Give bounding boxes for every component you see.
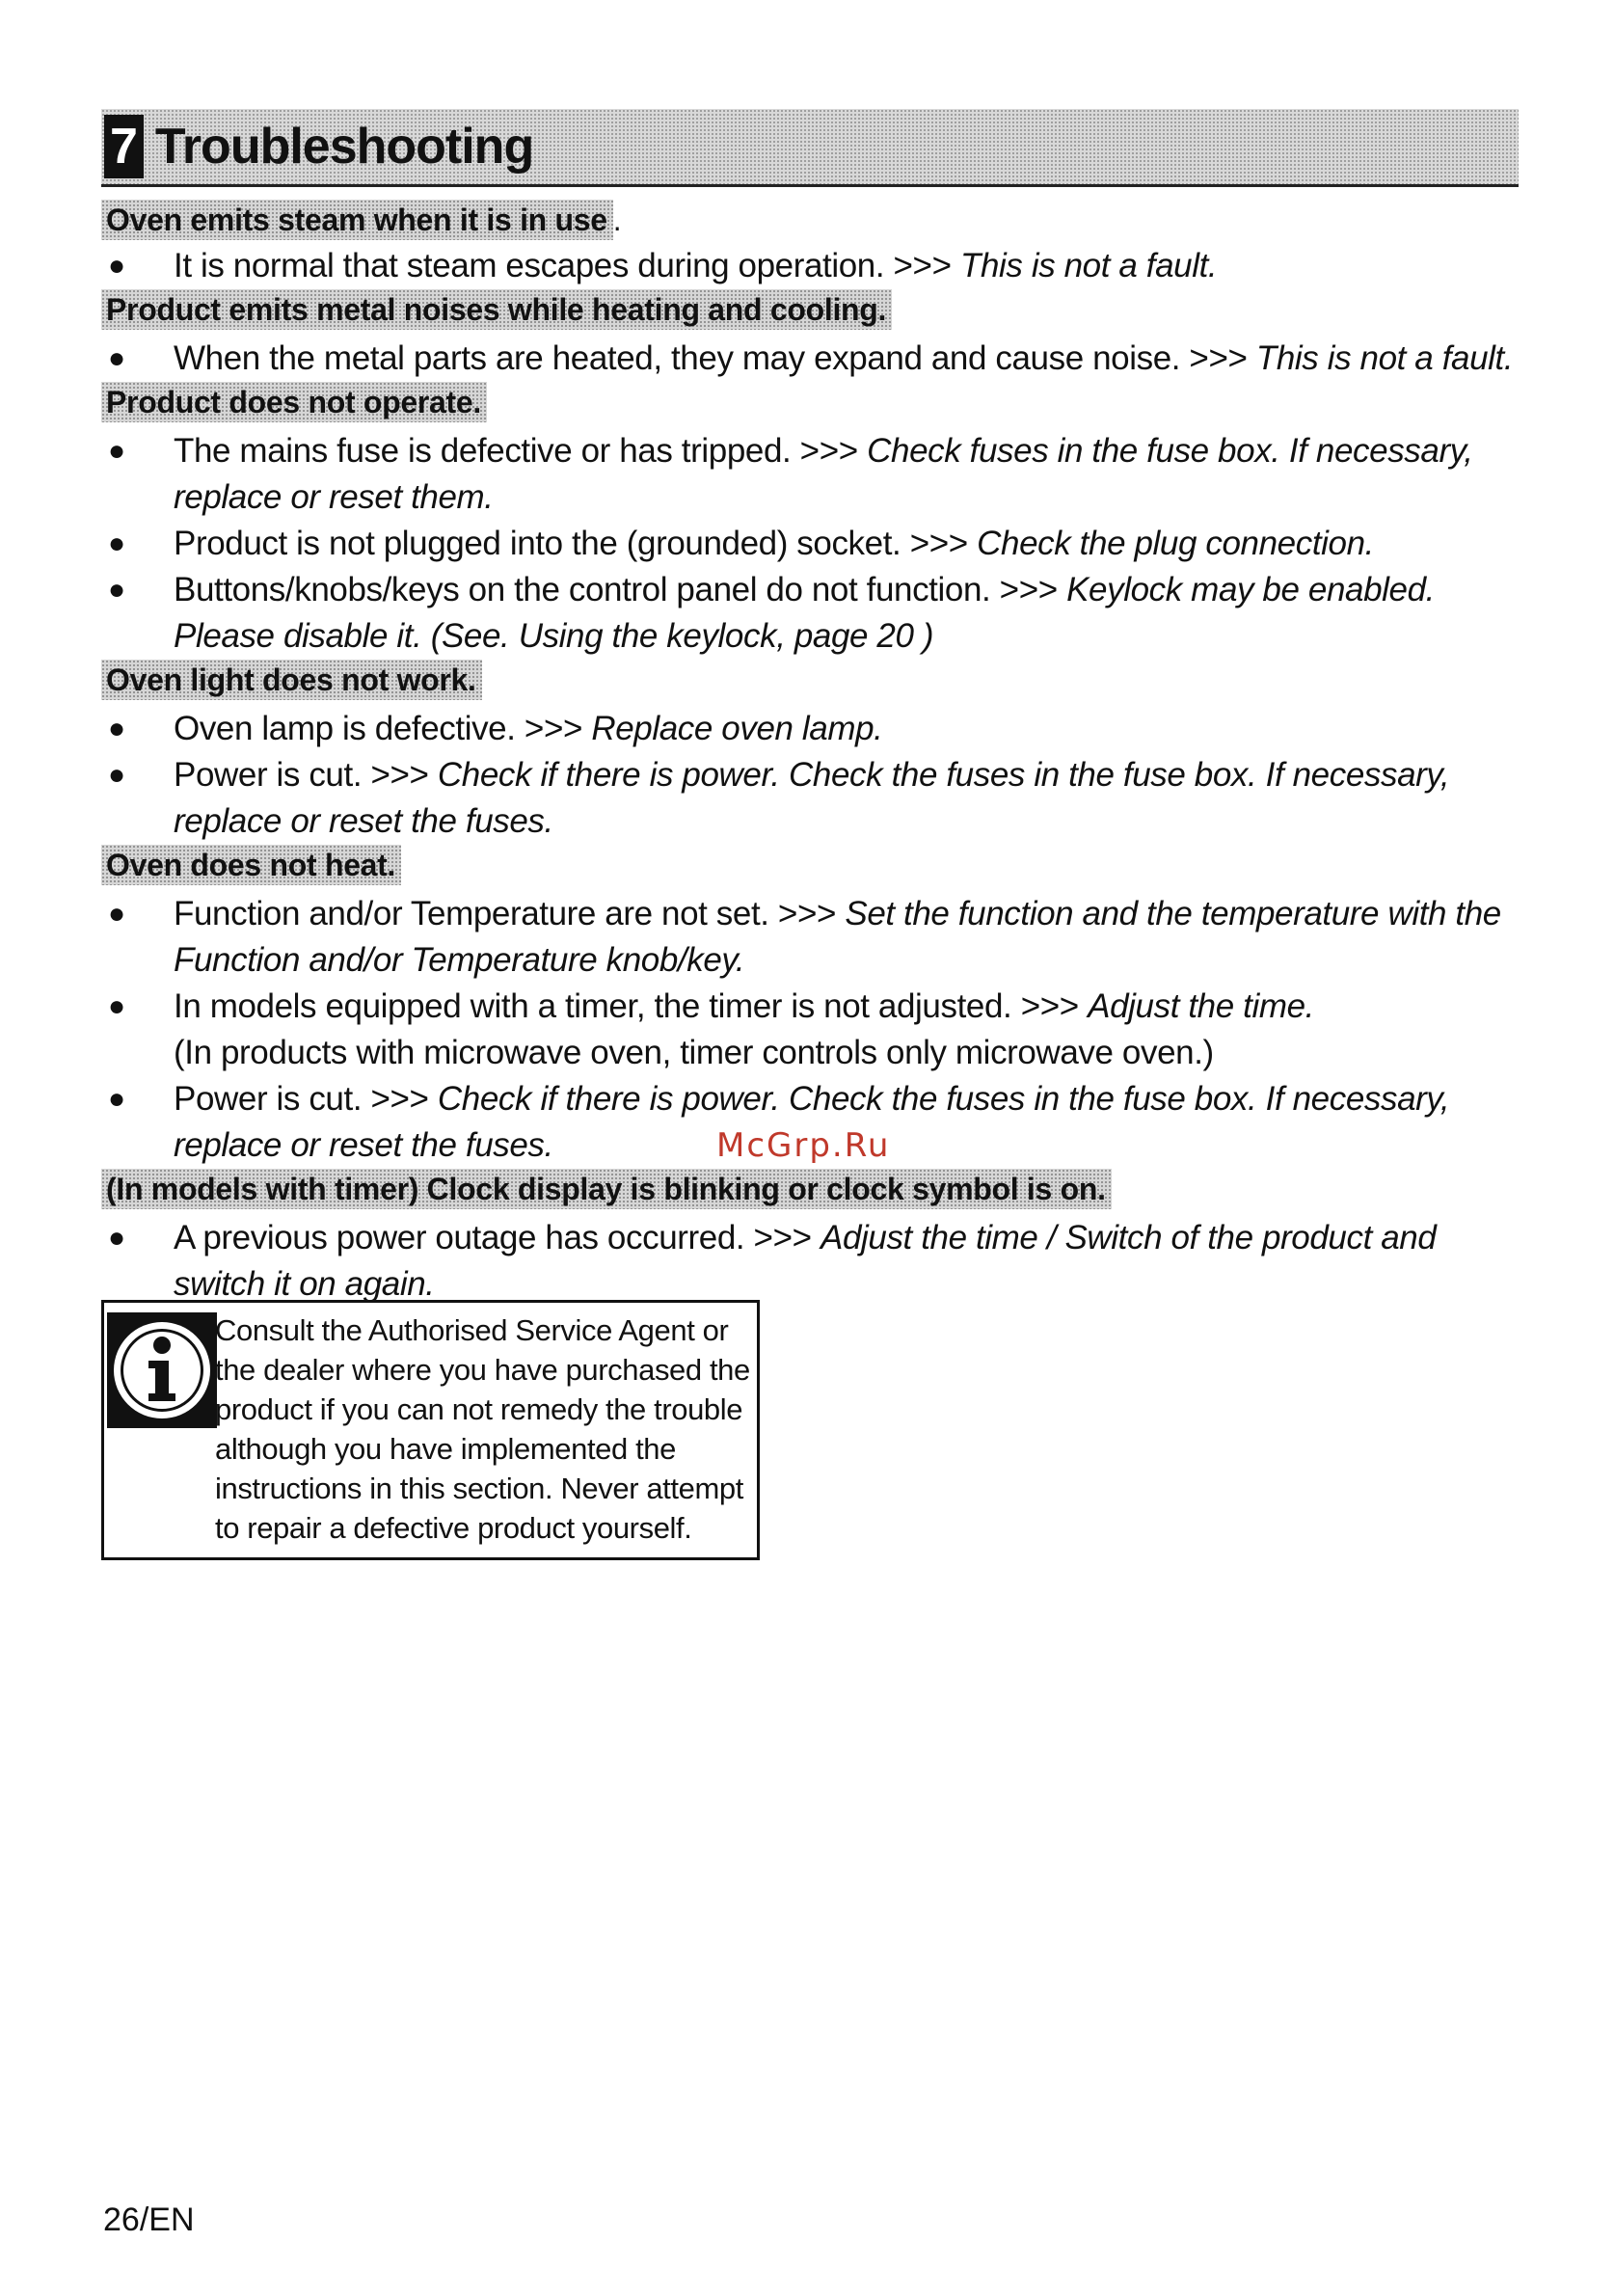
problem-heading-line	[101, 289, 1519, 336]
remedy-text: Check if there is power. Check the fuses in the fuse box. If necessary, replace or reset the fuses.	[174, 756, 1450, 840]
remedy-text: Set the function and the temperature with the Function and/or Temperature knob/key.	[174, 895, 1501, 979]
remedy-text: This is not a fault.	[1255, 339, 1514, 377]
remedy-text: Check if there is power. Check the fuses in the fuse box. If necessary, replace or reset the fuses.	[174, 1080, 1450, 1164]
watermark: McGrp.Ru	[716, 1126, 891, 1165]
problem-heading: Oven light does not work.	[101, 660, 482, 700]
section-title: Troubleshooting	[154, 119, 534, 175]
problem-heading: Product does not operate.	[101, 382, 487, 422]
cause-text: Power is cut. >>>	[174, 1080, 438, 1118]
cause-text: When the metal parts are heated, they may expand and cause noise. >>>	[174, 339, 1256, 377]
bullet-icon: ●	[108, 898, 125, 930]
cause-text: Product is not plugged into the (grounded) socket. >>>	[174, 525, 978, 562]
bullet-icon: ●	[108, 990, 125, 1022]
remedy-text: Keylock may be enabled. Please disable it. (See. Using the keylock, page 20 )	[174, 571, 1435, 655]
info-text: Consult the Authorised Service Agent or the dealer where you have purchased the product if you can not remedy the trouble although you have implemented the instructions in this section. Never attempt to repair a defective product yourself.	[215, 1313, 750, 1545]
section-title-bar	[101, 109, 1519, 187]
problem-heading: Oven does not heat.	[101, 845, 401, 885]
list-item	[101, 428, 1519, 521]
problem-heading-line	[101, 660, 1519, 706]
list-item	[101, 984, 1519, 1076]
list-item	[101, 1215, 1519, 1308]
list-item	[101, 521, 1519, 567]
remedy-text: Adjust the time / Switch of the product and switch it on again.	[174, 1219, 1437, 1303]
cause-text: A previous power outage has occurred. >>>	[174, 1219, 820, 1256]
list-item	[101, 336, 1519, 382]
bullet-icon: ●	[108, 527, 125, 559]
info-box	[101, 1300, 760, 1560]
problem-heading: Oven emits steam when it is in use	[101, 200, 613, 240]
remedy-text: Check the plug connection.	[977, 525, 1374, 562]
section-number: 7	[104, 115, 144, 178]
cause-text: Power is cut. >>>	[174, 756, 438, 794]
cause-text: The mains fuse is defective or has tripped. >>>	[174, 432, 868, 470]
bullet-icon: ●	[108, 250, 125, 282]
remedy-text: This is not a fault.	[959, 247, 1218, 284]
cause-text: It is normal that steam escapes during operation. >>>	[174, 247, 960, 284]
note-text: (In products with microwave oven, timer controls only microwave oven.)	[174, 1034, 1214, 1071]
remedy-text: Check fuses in the fuse box. If necessary, replace or reset them.	[174, 432, 1473, 516]
info-icon	[107, 1312, 217, 1428]
list-item	[101, 243, 1519, 289]
remedy-text: Adjust the time.	[1088, 987, 1314, 1025]
cause-text: Function and/or Temperature are not set. >>>	[174, 895, 846, 932]
page-number: 26/EN	[103, 2201, 195, 2238]
problem-heading: (In models with timer) Clock display is blinking or clock symbol is on.	[101, 1169, 1112, 1209]
problem-heading: Product emits metal noises while heating and cooling.	[101, 289, 892, 330]
bullet-icon: ●	[108, 713, 125, 744]
cause-text: In models equipped with a timer, the timer is not adjusted. >>>	[174, 987, 1089, 1025]
problem-heading-line	[101, 382, 1519, 428]
bullet-icon: ●	[108, 435, 125, 467]
problem-heading-line	[101, 845, 1519, 891]
remedy-text: Replace oven lamp.	[591, 710, 883, 747]
bullet-icon: ●	[108, 1083, 125, 1115]
bullet-icon: ●	[108, 759, 125, 791]
bullet-icon: ●	[108, 1222, 125, 1254]
heading-period: .	[612, 203, 622, 237]
bullet-icon: ●	[108, 574, 125, 606]
cause-text: Buttons/knobs/keys on the control panel do not function. >>>	[174, 571, 1067, 608]
bullet-icon: ●	[108, 342, 125, 374]
list-item	[101, 567, 1519, 660]
list-item	[101, 891, 1519, 984]
problem-heading-line	[101, 197, 1519, 243]
list-item	[101, 752, 1519, 845]
cause-text: Oven lamp is defective. >>>	[174, 710, 592, 747]
problem-heading-line	[101, 1169, 1519, 1215]
list-item	[101, 706, 1519, 752]
